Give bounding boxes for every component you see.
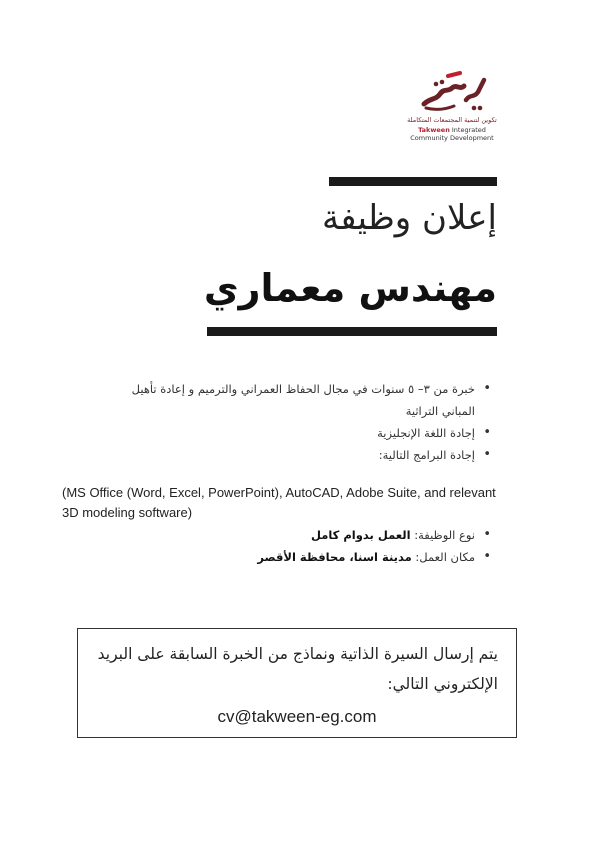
apply-instructions: يتم إرسال السيرة الذاتية ونماذج من الخبرة السابقة على البريد الإلكتروني التالي: xyxy=(97,645,498,693)
apply-email: cv@takween-eg.com xyxy=(217,707,377,726)
requirement-software: • إجادة البرامج التالية: xyxy=(99,444,491,466)
logo-arabic-name: تكوين لتنمية المجتمعات المتكاملة xyxy=(407,116,497,124)
top-divider-bar xyxy=(329,177,497,186)
logo-wordmark-icon xyxy=(404,70,500,114)
job-type-value: العمل بدوام كامل xyxy=(310,528,411,542)
company-logo xyxy=(404,70,500,142)
logo-brand-name: Takween xyxy=(418,126,450,134)
requirements-list xyxy=(99,378,491,466)
job-details-list xyxy=(191,524,491,568)
job-location-value: مدينة اسنا، محافظة الأقصر xyxy=(257,550,412,564)
ad-title: إعلان وظيفة xyxy=(322,198,497,238)
software-list: (MS Office (Word, Excel, PowerPoint), AutoCAD, Adobe Suite, and relevant 3D modeling software) xyxy=(62,485,496,520)
logo-english-line1 xyxy=(404,126,500,134)
logo-english-line1-rest: Integrated xyxy=(449,126,486,134)
job-type-label: نوع الوظيفة: xyxy=(410,528,475,542)
job-location-item xyxy=(191,546,491,568)
middle-divider-bar xyxy=(207,327,497,336)
logo-english-line2: Community Development xyxy=(410,134,494,142)
job-location-label: مكان العمل: xyxy=(411,550,475,564)
requirement-experience: • خبرة من ٣– ٥ سنوات في مجال الحفاظ العمراني والترميم و إعادة تأهيل المباني التراثية xyxy=(99,378,491,422)
job-title: مهندس معماري xyxy=(203,266,497,310)
job-type-item xyxy=(191,524,491,546)
requirement-english: • إجادة اللغة الإنجليزية xyxy=(99,422,491,444)
apply-box xyxy=(77,628,517,738)
